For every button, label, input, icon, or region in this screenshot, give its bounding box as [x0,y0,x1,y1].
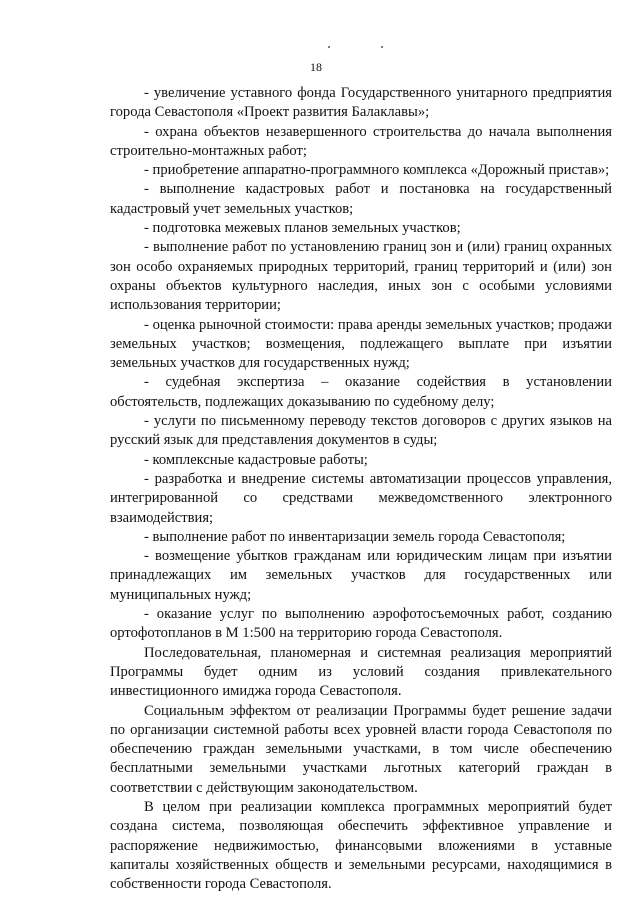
list-item: - услуги по письменному переводу текстов договоров с других языков на русский язык для представления документов в суды; [110,413,612,449]
list-item: - выполнение работ по установлению границ зон и (или) границ охранных зон особо охраняемых природных территорий, границ территорий и (или) зон охраны объектов культурного наследия, иных зон с особыми условиями использования территории; [110,239,612,314]
scan-speck [381,46,383,48]
list-item: - приобретение аппаратно-программного комплекса «Дорожный пристав»; [144,162,610,179]
list-item: - возмещение убытков гражданам или юридическим лицам при изъятии принадлежащих им земельных участков для государственных или муниципальных нужд; [110,548,612,603]
list-item: - охрана объектов незавершенного строительства до начала выполнения строительно-монтажных работ; [110,123,612,159]
page-body [110,84,612,894]
list-item: - разработка и внедрение системы автоматизации процессов управления, интегрированной со средствами межведомственного электронного взаимодействия; [110,470,612,526]
list-item: - судебная экспертиза – оказание содействия в установлении обстоятельств, подлежащих доказыванию по судебному делу; [110,374,612,410]
list-item: - увеличение уставного фонда Государственного унитарного предприятия города Севастополя «Проект развития Балаклавы»; [110,85,612,121]
body-paragraph: Социальным эффектом от реализации Программы будет решение задачи по организации системной работы всех уровней власти города Севастополя по обеспечению граждан земельными участками, в том числе обеспечению бесплатными земельными участками льготных категорий граждан в соответствии с действующим законодательством. [110,702,612,796]
body-paragraph: Последовательная, планомерная и системная реализация мероприятий Программы будет одним из условий создания привлекательного инвестиционного имиджа города Севастополя. [110,644,612,700]
list-item: - оказание услуг по выполнению аэрофотосъемочных работ, созданию ортофотопланов в М 1:500 на территорию города Севастополя. [110,606,612,642]
scan-speck [328,46,330,48]
list-item: - выполнение работ по инвентаризации земель города Севастополя; [144,528,566,545]
list-item: - выполнение кадастровых работ и постановка на государственный кадастровый учет земельных участков; [110,181,612,217]
list-item: - подготовка межевых планов земельных участков; [144,220,461,237]
body-paragraph: В целом при реализации комплекса программных мероприятий будет создана система, позволяющая обеспечить эффективное управление и распоряжение недвижимостью, финансовыми вложениями в уставные капиталы хозяйственных обществ и земельными ресурсами, находящимися в собственности города Севастополя. [110,798,612,893]
page-number: 18 [310,60,322,74]
list-item: - оценка рыночной стоимости: права аренды земельных участков; продажи земельных участков; возмещения, подлежащего выплате при изъятии земельных участков для государственных нужд; [110,316,612,372]
list-item: - комплексные кадастровые работы; [144,451,368,468]
measures-list [110,84,612,644]
